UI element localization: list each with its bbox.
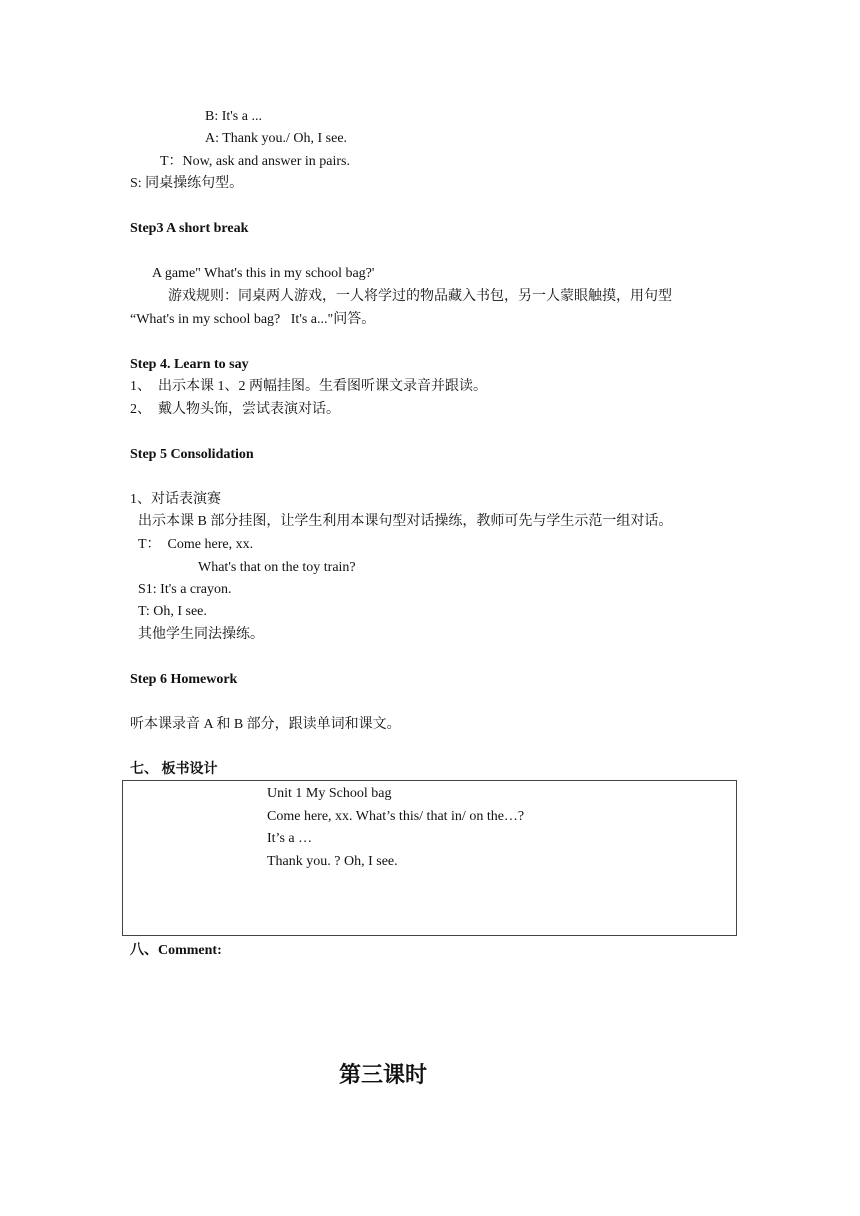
step6-heading: Step 6 Homework [130,672,238,687]
step5-teacher-line1: T： Come here, xx. [138,537,254,552]
step3-rules-line2: “What's in my school bag? It's a..."问答。 [130,312,376,327]
step5-description: 出示本课 B 部分挂图，让学生利用本课句型对话操练，教师可先与学生示范一组对话。 [138,514,673,529]
board-line-1: Unit 1 My School bag [267,786,392,801]
step5-item1: 1、对话表演赛 [130,492,221,507]
board-line-4: Thank you. ? Oh, I see. [267,854,398,869]
lesson-title: 第三课时 [339,1062,428,1087]
step5-heading: Step 5 Consolidation [130,447,254,462]
step4-item2: 2、 戴人物头饰，尝试表演对话。 [130,402,340,417]
step4-heading: Step 4. Learn to say [130,357,249,372]
board-design-box [122,780,737,936]
step4-item1: 1、 出示本课 1、2 两幅挂图。生看图听课文录音并跟读。 [130,379,487,394]
step5-others: 其他学生同法操练。 [138,627,264,642]
board-line-2: Come here, xx. What’s this/ that in/ on the…? [267,809,525,824]
dialogue-b-line: B: It's a ... [205,109,262,124]
board-line-3: It’s a … [267,831,313,846]
board-design-heading: 七、 板书设计 [130,762,218,777]
student-practice: S: 同桌操练句型。 [130,176,244,191]
teacher-instruction: T：Now, ask and answer in pairs. [160,154,350,169]
step3-game: A game" What's this in my school bag?' [152,266,375,281]
step5-student-line: S1: It's a crayon. [138,582,232,597]
step5-teacher-line2: What's that on the toy train? [198,560,356,575]
step5-teacher-line3: T: Oh, I see. [138,604,207,619]
step3-rules-line1: 游戏规则：同桌两人游戏，一人将学过的物品藏入书包，另一人蒙眼触摸，用句型 [168,289,672,304]
step3-heading: Step3 A short break [130,221,249,236]
comment-heading: 八、Comment: [130,943,222,958]
dialogue-a-line: A: Thank you./ Oh, I see. [205,131,348,146]
step6-text: 听本课录音 A 和 B 部分，跟读单词和课文。 [130,717,401,732]
